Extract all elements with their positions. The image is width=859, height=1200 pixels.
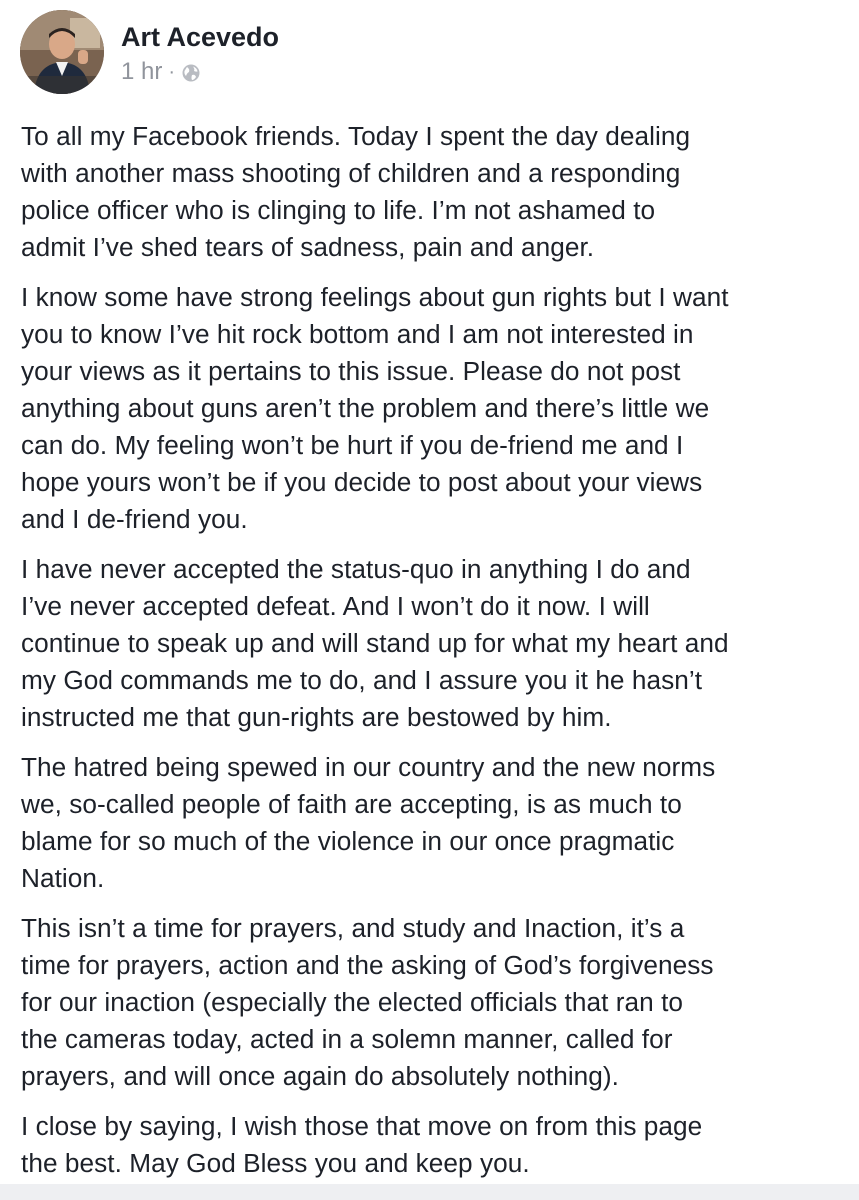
post-paragraph: The hatred being spewed in our country and the new norms we, so-called people of faith are accepting, is as much to blame for so much of the violence in our once pragmatic Nation. (21, 752, 716, 893)
author-name[interactable]: Art Acevedo (121, 22, 280, 52)
post-meta (121, 58, 201, 86)
post-timestamp[interactable]: 1 hr (121, 58, 163, 85)
post-header (20, 10, 840, 100)
post-body (21, 118, 851, 1195)
globe-icon[interactable] (181, 62, 201, 82)
post-paragraph: This isn’t a time for prayers, and study and Inaction, it’s a time for prayers, action and the asking of God’s forgiveness for our inaction (especially the elected officials that ran to the cameras today, acted in a solemn manner, called for prayers, and will once again do absolutely nothing). (21, 913, 714, 1091)
post-footer-divider (0, 1184, 859, 1200)
post-paragraph: To all my Facebook friends. Today I spent the day dealing with another mass shooting of children and a responding police officer who is clinging to life. I’m not ashamed to admit I’ve shed tears of sadness, pain and anger. (21, 121, 691, 262)
avatar[interactable] (20, 10, 104, 94)
avatar-photo (20, 10, 104, 94)
post-paragraph: I close by saying, I wish those that move on from this page the best. May God Bless you and keep you. (21, 1111, 703, 1178)
post-paragraph: I know some have strong feelings about gun rights but I want you to know I’ve hit rock bottom and I am not interested in your views as it pertains to this issue. Please do not post anything about guns aren’t the problem and there’s little we can do. My feeling won’t be hurt if you de-friend me and I hope yours won’t be if you decide to post about your views and I de-friend you. (21, 282, 729, 534)
meta-separator: · (168, 60, 176, 83)
post-paragraph: I have never accepted the status-quo in anything I do and I’ve never accepted defeat. And I won’t do it now. I will continue to speak up and will stand up for what my heart and my God commands me to do, and I assure you it he hasn’t instructed me that gun-rights are bestowed by him. (21, 554, 729, 732)
